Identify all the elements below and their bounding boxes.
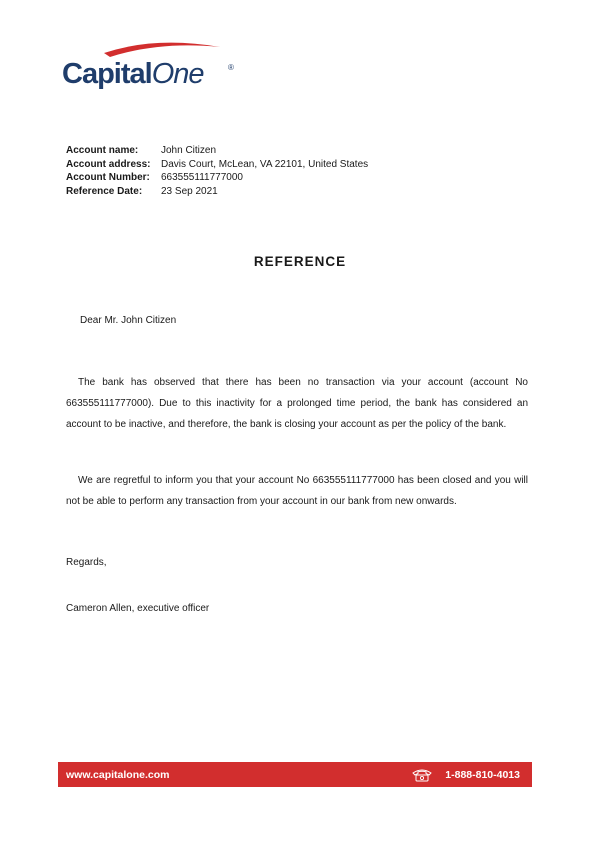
account-address-row <box>66 158 368 172</box>
telephone-icon <box>411 768 433 782</box>
account-address-label: Account address: <box>66 158 151 170</box>
account-number-label: Account Number: <box>66 172 150 183</box>
capital-one-logo <box>60 38 250 108</box>
footer-phone <box>411 768 520 782</box>
reference-date-row <box>66 185 368 199</box>
signer: Cameron Allen, executive officer <box>66 603 210 614</box>
account-number-value: 663555111777000 <box>161 172 243 183</box>
letter-title: REFERENCE <box>253 254 347 269</box>
account-number-row <box>66 171 368 185</box>
account-info <box>66 144 368 198</box>
logo-text-one: One <box>151 58 204 90</box>
reference-date-label: Reference Date: <box>66 185 143 197</box>
footer-website-link[interactable]: www.capitalone.com <box>66 768 170 781</box>
account-name-value: John Citizen <box>161 145 217 156</box>
footer-bar <box>58 762 532 787</box>
closing: Regards, <box>66 557 107 568</box>
footer-phone-number[interactable]: 1-888-810-4013 <box>445 768 520 781</box>
svg-text:CapitalOne <box>62 58 204 90</box>
body-paragraph-1: The bank has observed that there has been no transaction via your account (account No 663555111777000). Due to this inactivity for a prolonged time period, the bank has considered an account to be inactive, and therefore, the bank is closing your account as per the policy of the bank. <box>66 377 528 430</box>
body-paragraph-2: We are regretful to inform you that your account No 663555111777000 has been closed and you will not be able to perform any transaction from your account in our bank from new onwards. <box>66 475 528 507</box>
salutation: Dear Mr. John Citizen <box>80 315 177 326</box>
account-address-value: Davis Court, McLean, VA 22101, United States <box>161 158 369 170</box>
account-name-label: Account name: <box>66 145 139 156</box>
logo-text-capital: Capital <box>62 58 152 90</box>
account-name-row <box>66 144 368 158</box>
registered-mark: ® <box>228 63 234 72</box>
reference-date-value: 23 Sep 2021 <box>161 185 218 197</box>
